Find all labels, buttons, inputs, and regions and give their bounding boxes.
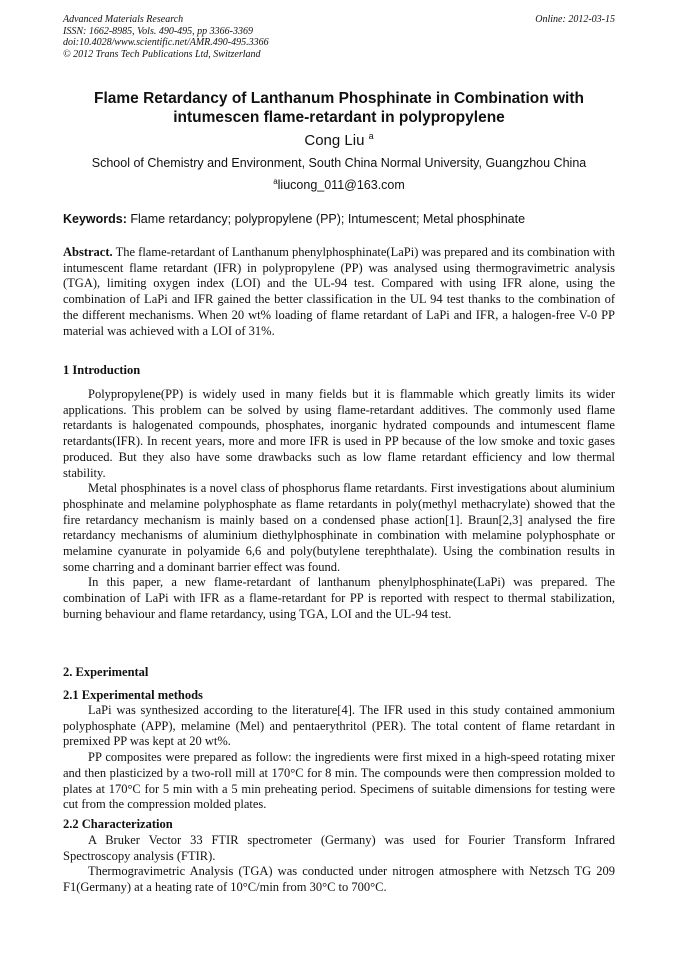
- keywords-text: Flame retardancy; polypropylene (PP); Intumescent; Metal phosphinate: [130, 212, 526, 226]
- section-heading-experimental: 2. Experimental: [63, 665, 149, 679]
- journal-header: [63, 14, 269, 60]
- characterization-body: [63, 833, 615, 896]
- methods-body: [63, 703, 615, 813]
- subsection-heading-characterization: 2.2 Characterization: [63, 817, 173, 831]
- copyright-line: © 2012 Trans Tech Publications Ltd, Switzerland: [63, 48, 261, 60]
- paragraph: PP composites were prepared as follow: the ingredients were first mixed in a high-speed rotating mixer and then plasticized by a two-roll mill at 170°C for 8 min. The compounds were then compression molded to plates at 170°C for 5 min with a 5 min preheating period. Specimens of suitable dimensions for testing were cut from the compression molded plates.: [63, 750, 615, 812]
- abstract-text: The flame-retardant of Lanthanum phenylphosphinate(LaPi) was prepared and its combination with intumescent flame retardant (IFR) in polypropylene (PP) was analysed using thermogravimetric analysis (TGA), limiting oxygen index (LOI) and the UL-94 test. Compared with using IFR alone, using the combination of LaPi and IFR gained the better classification in the UL 94 test thanks to the combination of the different mechanisms. When 20 wt% loading of flame retardant of LaPi and IFR, a halogen-free V-0 PP material was achieved with a LOI of 31%.: [63, 245, 615, 338]
- abstract: [63, 245, 615, 339]
- author-superscript: a: [368, 131, 374, 141]
- introduction-body: [63, 387, 615, 623]
- paragraph: In this paper, a new flame-retardant of lanthanum phenylphosphinate(LaPi) was prepared. The combination of LaPi with IFR as a flame-retardant for PP is reported with respect to thermal stabilization, burning behaviour and flame retardancy, using TGA, LOI and the UL-94 test.: [63, 575, 615, 621]
- author-email: [63, 177, 615, 192]
- email-superscript: a: [273, 177, 278, 186]
- section-heading-introduction: 1 Introduction: [63, 363, 141, 377]
- affiliation: School of Chemistry and Environment, South China Normal University, Guangzhou China: [91, 156, 587, 170]
- keywords-label: Keywords:: [63, 212, 127, 226]
- email-address: liucong_011@163.com: [277, 178, 405, 193]
- journal-name: Advanced Materials Research: [63, 14, 184, 25]
- author-name: Cong Liu: [304, 132, 365, 149]
- issn-line: ISSN: 1662-8985, Vols. 490-495, pp 3366-3369: [63, 25, 253, 37]
- paragraph: Thermogravimetric Analysis (TGA) was conducted under nitrogen atmosphere with Netzsch TG 209 F1(Germany) at a heating rate of 10°C/min from 30°C to 700°C.: [63, 864, 615, 895]
- paragraph: LaPi was synthesized according to the literature[4]. The IFR used in this study contained ammonium polyphosphate (APP), melamine (Mel) and pentaerythritol (PER). The total content of flame retardant in premixed PP was kept at 20 wt%.: [63, 703, 615, 749]
- author-line: [63, 131, 615, 149]
- online-date: Online: 2012-03-15: [535, 14, 615, 25]
- paragraph: A Bruker Vector 33 FTIR spectrometer (Germany) was used for Fourier Transform Infrared Spectroscopy analysis (FTIR).: [63, 833, 615, 863]
- paragraph: Polypropylene(PP) is widely used in many fields but it is flammable which greatly limits its wider applications. This problem can be solved by using flame-retardant additives. The commonly used flame retardants is halogenated compounds, phosphates, inorganic hydrated compounds and intumescent flame retardants(IFR). In recent years, more and more IFR is used in PP because of the low smoke and toxic gases produced. But they also have some drawbacks such as low flame retardant efficiency and low thermal stability.: [63, 387, 615, 480]
- paper-title: Flame Retardancy of Lanthanum Phosphinate in Combination with intumescen flame-retardant in polypropylene: [93, 90, 584, 126]
- keywords: [63, 212, 525, 226]
- abstract-label: Abstract.: [63, 245, 113, 259]
- subsection-heading-methods: 2.1 Experimental methods: [63, 688, 203, 702]
- paragraph: Metal phosphinates is a novel class of phosphorus flame retardants. First investigations about aluminium phosphinate and melamine polyphosphate as flame retardants in poly(methyl methacrylate) showed that the fire retardancy mechanism is mainly based on a condensed phase action[1]. Braun[2,3] analysed the fire retardancy mechanisms of aluminium diethylphosphinate in combination with melamine polyphosphate or melamine cyanurate in polyamide 6,6 and poly(butylene terephthalate). Using the combination results in some charring and a dominant barrier effect was found.: [63, 481, 615, 574]
- doi-line: doi:10.4028/www.scientific.net/AMR.490-495.3366: [63, 37, 269, 49]
